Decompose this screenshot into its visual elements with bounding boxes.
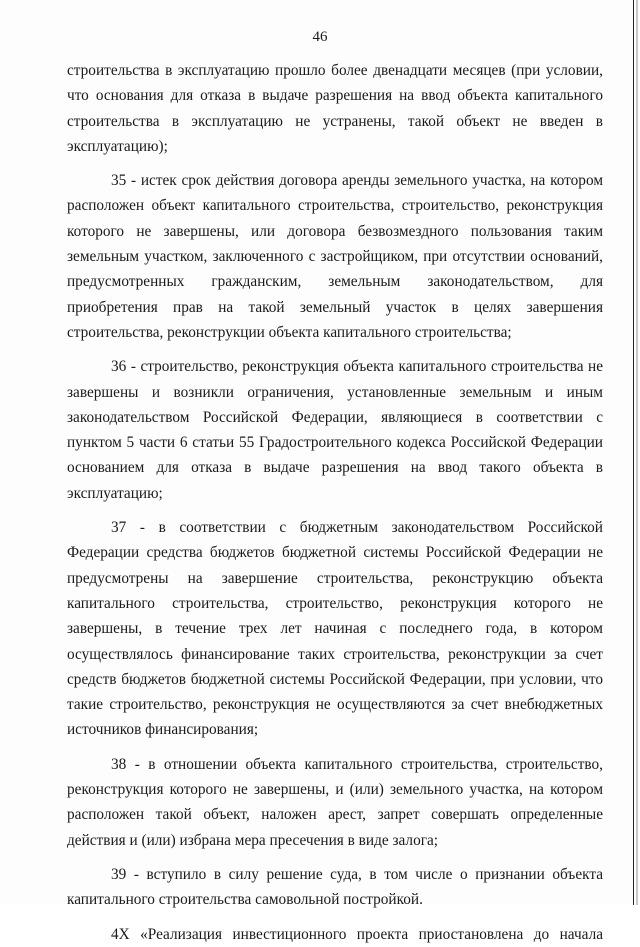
paragraph-item-36: 36 - строительство, реконструкция объекта капитального строительства не завершены и возникли ограничения, установленные земельным и иным законодательством Российской Федерации, являющиеся в соответствии с пунктом 5 части 6 статьи 55 Градостроительного кодекса Российской Федерации основанием для отказа в выдаче разрешения на ввод такого объекта в эксплуатацию; bbox=[67, 358, 603, 502]
paragraph-continuation: строительства в эксплуатацию прошло более двенадцати месяцев (при условии, что основания для отказа в выдаче разрешения на ввод объекта капитального строительства в эксплуатацию не устранены, такой объект не введен в эксплуатацию); bbox=[67, 62, 603, 155]
paragraph-item-4x: 4X «Реализация инвестиционного проекта приостановлена до начала bbox=[111, 925, 603, 943]
page-edge-shadow bbox=[636, 0, 638, 905]
paragraph-item-39: 39 - вступило в силу решение суда, в том числе о признании объекта капитального строительства самовольной постройкой. bbox=[67, 865, 603, 909]
paragraph-item-37: 37 - в соответствии с бюджетным законодательством Российской Федерации средства бюджетов бюджетной системы Российской Федерации не предусмотрены на завершение строительства, реконструкцию объекта капитального строительства, строительство, реконструкция которого не завершены, в течение трех лет начиная с последнего года, в котором осуществлялось финансирование таких строительства, реконструкции за счет средств бюджетов бюджетной системы Российской Федерации, при условии, что такие строительство, реконструкция не осуществляются за счет внебюджетных источников финансирования; bbox=[67, 519, 603, 739]
paragraph-item-35: 35 - истек срок действия договора аренды земельного участка, на котором расположен объект капитального строительства, строительство, реконструкция которого не завершены, или договора безвозмездного пользования таким земельным участком, заключенного с застройщиком, при отсутствии оснований, предусмотренных гражданским, земельным законодательством, для приобретения прав на такой земельный участок в целях завершения строительства, реконструкции объекта капитального строительства; bbox=[67, 172, 603, 341]
paragraph-item-38: 38 - в отношении объекта капитального строительства, строительство, реконструкция которого не завершены, и (или) земельного участка, на котором расположен такой объект, наложен арест, запрет совершать определенные действия и (или) избрана мера пресечения в виде залога; bbox=[67, 755, 603, 849]
document-body bbox=[67, 58, 603, 947]
page-edge-line bbox=[633, 0, 634, 905]
page-number: 46 bbox=[312, 29, 328, 45]
